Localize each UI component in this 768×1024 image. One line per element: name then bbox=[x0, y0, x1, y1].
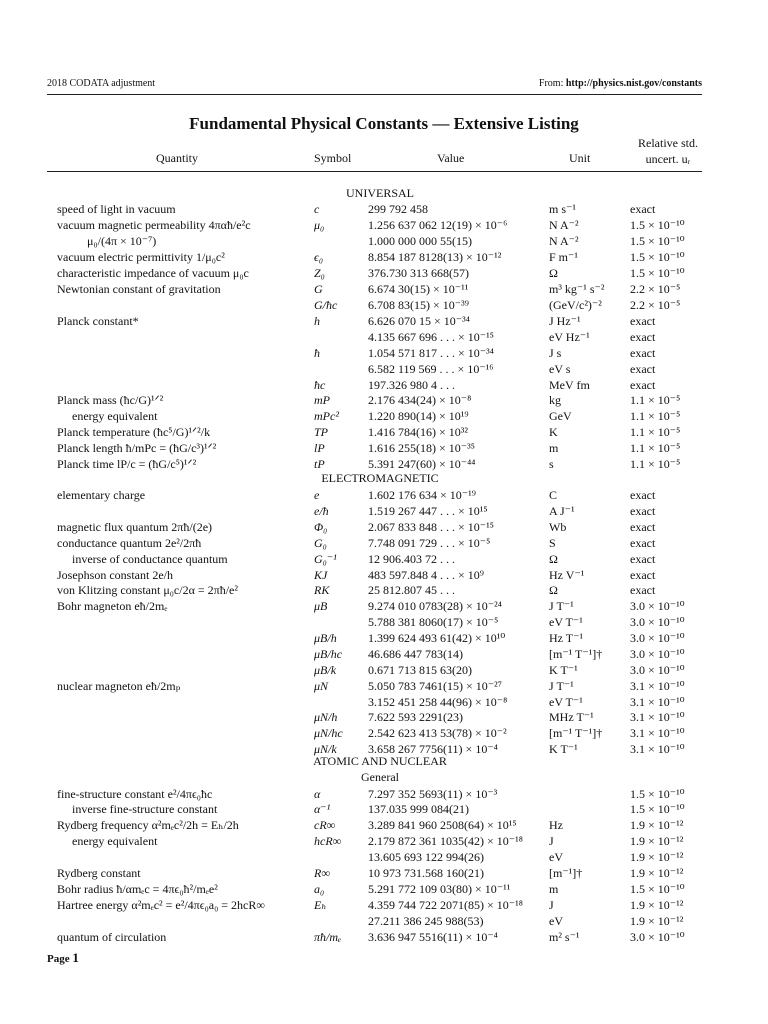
unit-cell: eV bbox=[549, 914, 563, 928]
table-row bbox=[0, 392, 768, 408]
unit-cell: J T⁻¹ bbox=[549, 679, 574, 693]
table-row bbox=[0, 201, 768, 217]
table-row bbox=[0, 646, 768, 662]
value-cell: 25 812.807 45 . . . bbox=[368, 583, 455, 597]
value-cell: 483 597.848 4 . . . × 10⁹ bbox=[368, 568, 484, 582]
symbol-cell: μB/h bbox=[314, 631, 337, 645]
section-electromagnetic: ELECTROMAGNETIC bbox=[321, 471, 439, 485]
quantity-cell: Josephson constant 2e/h bbox=[57, 568, 173, 582]
table-row bbox=[0, 281, 768, 297]
value-cell: 13.605 693 122 994(26) bbox=[368, 850, 484, 864]
value-cell: 1.000 000 000 55(15) bbox=[368, 234, 472, 248]
uncertainty-cell: 1.9 × 10⁻¹² bbox=[630, 850, 684, 864]
header-source bbox=[539, 78, 702, 89]
uncertainty-cell: 1.5 × 10⁻¹⁰ bbox=[630, 234, 685, 248]
value-cell: 1.399 624 493 61(42) × 10¹⁰ bbox=[368, 631, 506, 645]
value-cell: 3.289 841 960 2508(64) × 10¹⁵ bbox=[368, 818, 517, 832]
table-row bbox=[0, 408, 768, 424]
unit-cell: Hz T⁻¹ bbox=[549, 631, 584, 645]
unit-cell: K T⁻¹ bbox=[549, 663, 578, 677]
symbol-cell: μ₀ bbox=[314, 218, 325, 232]
value-cell: 8.854 187 8128(13) × 10⁻¹² bbox=[368, 250, 502, 264]
page-title: Fundamental Physical Constants — Extensive Listing bbox=[189, 114, 579, 133]
symbol-cell: TP bbox=[314, 425, 329, 439]
quantity-cell: nuclear magneton eħ/2mₚ bbox=[57, 679, 181, 693]
unit-cell: J Hz⁻¹ bbox=[549, 314, 581, 328]
table-row bbox=[0, 817, 768, 833]
unit-cell: m bbox=[549, 441, 559, 455]
symbol-cell: πħ/mₑ bbox=[314, 930, 342, 944]
unit-cell: F m⁻¹ bbox=[549, 250, 578, 264]
value-cell: 4.135 667 696 . . . × 10⁻¹⁵ bbox=[368, 330, 494, 344]
uncertainty-cell: exact bbox=[630, 314, 656, 328]
quantity-cell: Bohr radius ħ/αmₑc = 4πϵ₀ħ²/mₑe² bbox=[57, 882, 218, 896]
symbol-cell: ϵ₀ bbox=[314, 250, 324, 264]
quantity-cell: inverse of conductance quantum bbox=[72, 552, 228, 566]
symbol-cell: Φ₀ bbox=[314, 520, 328, 534]
value-cell: 4.359 744 722 2071(85) × 10⁻¹⁸ bbox=[368, 898, 523, 912]
uncertainty-cell: 2.2 × 10⁻⁵ bbox=[630, 282, 681, 296]
table-row bbox=[0, 614, 768, 630]
table-row bbox=[0, 361, 768, 377]
uncertainty-cell: 1.5 × 10⁻¹⁰ bbox=[630, 802, 685, 816]
quantity-cell: von Klitzing constant μ₀c/2α = 2πħ/e² bbox=[57, 583, 238, 597]
unit-cell: Ω bbox=[549, 552, 558, 566]
value-cell: 5.391 247(60) × 10⁻⁴⁴ bbox=[368, 457, 476, 471]
col-head-value: Value bbox=[437, 151, 465, 165]
quantity-cell: conductance quantum 2e²/2πħ bbox=[57, 536, 202, 550]
value-cell: 12 906.403 72 . . . bbox=[368, 552, 455, 566]
col-head-uncert-line1: Relative std. bbox=[638, 136, 698, 150]
table-row bbox=[0, 265, 768, 281]
symbol-cell: μN/h bbox=[314, 710, 338, 724]
uncertainty-cell: 3.1 × 10⁻¹⁰ bbox=[630, 742, 685, 756]
col-head-unit: Unit bbox=[569, 151, 591, 165]
unit-cell: eV bbox=[549, 850, 563, 864]
table-row bbox=[0, 929, 768, 945]
section-general: General bbox=[361, 770, 399, 784]
table-row bbox=[0, 567, 768, 583]
symbol-cell: R∞ bbox=[314, 866, 330, 880]
value-cell: 1.220 890(14) × 10¹⁹ bbox=[368, 409, 469, 423]
uncertainty-cell: 1.9 × 10⁻¹² bbox=[630, 866, 684, 880]
value-cell: 1.519 267 447 . . . × 10¹⁵ bbox=[368, 504, 488, 518]
symbol-cell: μB bbox=[314, 599, 328, 613]
unit-cell: Ω bbox=[549, 266, 558, 280]
unit-cell: (GeV/c²)⁻² bbox=[549, 298, 602, 312]
uncertainty-cell: 1.5 × 10⁻¹⁰ bbox=[630, 882, 685, 896]
uncertainty-cell: 1.1 × 10⁻⁵ bbox=[630, 393, 681, 407]
table-row bbox=[0, 630, 768, 646]
value-cell: 9.274 010 0783(28) × 10⁻²⁴ bbox=[368, 599, 502, 613]
unit-cell: C bbox=[549, 488, 558, 502]
value-cell: 7.297 352 5693(11) × 10⁻³ bbox=[368, 787, 498, 801]
unit-cell: J bbox=[549, 898, 554, 912]
value-cell: 5.291 772 109 03(80) × 10⁻¹¹ bbox=[368, 882, 511, 896]
table-row bbox=[0, 725, 768, 741]
symbol-cell: μN bbox=[314, 679, 329, 693]
table-row bbox=[0, 709, 768, 725]
symbol-cell: μN/hc bbox=[314, 726, 343, 740]
value-cell: 1.602 176 634 × 10⁻¹⁹ bbox=[368, 488, 476, 502]
header-left: 2018 CODATA adjustment bbox=[47, 78, 156, 89]
quantity-cell: inverse fine-structure constant bbox=[72, 802, 218, 816]
uncertainty-cell: exact bbox=[630, 583, 656, 597]
page-number-value: 1 bbox=[72, 950, 79, 965]
unit-cell: m bbox=[549, 882, 559, 896]
value-cell: 376.730 313 668(57) bbox=[368, 266, 469, 280]
value-cell: 3.152 451 258 44(96) × 10⁻⁸ bbox=[368, 695, 508, 709]
uncertainty-cell: exact bbox=[630, 330, 656, 344]
uncertainty-cell: 3.1 × 10⁻¹⁰ bbox=[630, 679, 685, 693]
uncertainty-cell: 1.1 × 10⁻⁵ bbox=[630, 457, 681, 471]
section-atomic-nuclear: ATOMIC AND NUCLEAR bbox=[313, 754, 447, 768]
col-head-symbol: Symbol bbox=[314, 151, 352, 165]
uncertainty-cell: 1.5 × 10⁻¹⁰ bbox=[630, 266, 685, 280]
unit-cell: eV s bbox=[549, 362, 571, 376]
uncertainty-cell: 3.1 × 10⁻¹⁰ bbox=[630, 726, 685, 740]
unit-cell: Wb bbox=[549, 520, 567, 534]
symbol-cell: c bbox=[314, 202, 320, 216]
uncertainty-cell: exact bbox=[630, 504, 656, 518]
symbol-cell: h bbox=[314, 314, 320, 328]
value-cell: 6.582 119 569 . . . × 10⁻¹⁶ bbox=[368, 362, 494, 376]
value-cell: 2.179 872 361 1035(42) × 10⁻¹⁸ bbox=[368, 834, 523, 848]
uncertainty-cell: 3.0 × 10⁻¹⁰ bbox=[630, 631, 685, 645]
column-header-rule bbox=[47, 171, 702, 172]
table-row bbox=[0, 551, 768, 567]
table-row bbox=[0, 662, 768, 678]
table-row bbox=[0, 678, 768, 694]
uncertainty-cell: 1.1 × 10⁻⁵ bbox=[630, 441, 681, 455]
unit-cell: [m⁻¹ T⁻¹]† bbox=[549, 726, 603, 740]
value-cell: 2.067 833 848 . . . × 10⁻¹⁵ bbox=[368, 520, 494, 534]
quantity-cell: quantum of circulation bbox=[57, 930, 167, 944]
value-cell: 1.616 255(18) × 10⁻³⁵ bbox=[368, 441, 475, 455]
table-row bbox=[0, 440, 768, 456]
table-row bbox=[0, 233, 768, 249]
symbol-cell: mP bbox=[314, 393, 330, 407]
value-cell: 46.686 447 783(14) bbox=[368, 647, 463, 661]
quantity-cell: elementary charge bbox=[57, 488, 146, 502]
unit-cell: eV T⁻¹ bbox=[549, 615, 583, 629]
value-cell: 137.035 999 084(21) bbox=[368, 802, 469, 816]
symbol-cell: mPc² bbox=[314, 409, 339, 423]
uncertainty-cell: 1.9 × 10⁻¹² bbox=[630, 898, 684, 912]
unit-cell: A J⁻¹ bbox=[549, 504, 575, 518]
unit-cell: K T⁻¹ bbox=[549, 742, 578, 756]
uncertainty-cell: exact bbox=[630, 202, 656, 216]
uncertainty-cell: exact bbox=[630, 568, 656, 582]
unit-cell: eV T⁻¹ bbox=[549, 695, 583, 709]
table-row bbox=[0, 249, 768, 265]
uncertainty-cell: 1.5 × 10⁻¹⁰ bbox=[630, 250, 685, 264]
symbol-cell: cR∞ bbox=[314, 818, 336, 832]
col-head-uncert-line2: uncert. uᵣ bbox=[645, 152, 691, 166]
value-cell: 3.636 947 5516(11) × 10⁻⁴ bbox=[368, 930, 498, 944]
symbol-cell: Z₀ bbox=[314, 266, 325, 280]
value-cell: 2.176 434(24) × 10⁻⁸ bbox=[368, 393, 472, 407]
unit-cell: K bbox=[549, 425, 558, 439]
value-cell: 1.416 784(16) × 10³² bbox=[368, 425, 468, 439]
uncertainty-cell: 2.2 × 10⁻⁵ bbox=[630, 298, 681, 312]
value-cell: 6.674 30(15) × 10⁻¹¹ bbox=[368, 282, 469, 296]
quantity-cell: speed of light in vacuum bbox=[57, 202, 176, 216]
table-row bbox=[0, 487, 768, 503]
uncertainty-cell: 1.1 × 10⁻⁵ bbox=[630, 409, 681, 423]
value-cell: 1.256 637 062 12(19) × 10⁻⁶ bbox=[368, 218, 508, 232]
table-row bbox=[0, 598, 768, 614]
table-row bbox=[0, 424, 768, 440]
uncertainty-cell: exact bbox=[630, 378, 656, 392]
value-cell: 0.671 713 815 63(20) bbox=[368, 663, 472, 677]
symbol-cell: lP bbox=[314, 441, 325, 455]
unit-cell: eV Hz⁻¹ bbox=[549, 330, 590, 344]
symbol-cell: μB/hc bbox=[314, 647, 343, 661]
unit-cell: [m⁻¹ T⁻¹]† bbox=[549, 647, 603, 661]
uncertainty-cell: exact bbox=[630, 552, 656, 566]
table-row bbox=[0, 519, 768, 535]
table-row bbox=[0, 313, 768, 329]
table-row bbox=[0, 377, 768, 393]
quantity-cell: vacuum magnetic permeability 4παħ/e²c bbox=[57, 218, 251, 232]
uncertainty-cell: 3.0 × 10⁻¹⁰ bbox=[630, 615, 685, 629]
value-cell: 2.542 623 413 53(78) × 10⁻² bbox=[368, 726, 507, 740]
unit-cell: MHz T⁻¹ bbox=[549, 710, 594, 724]
quantity-cell: characteristic impedance of vacuum μ₀c bbox=[57, 266, 249, 280]
header-rule bbox=[47, 94, 702, 95]
quantity-cell: Rydberg frequency α²mₑc²/2h = Eₕ/2h bbox=[57, 818, 239, 832]
uncertainty-cell: 3.0 × 10⁻¹⁰ bbox=[630, 647, 685, 661]
uncertainty-cell: exact bbox=[630, 520, 656, 534]
symbol-cell: α⁻¹ bbox=[314, 802, 331, 816]
value-cell: 27.211 386 245 988(53) bbox=[368, 914, 484, 928]
quantity-cell: Hartree energy α²mₑc² = e²/4πϵ₀a₀ = 2hcR∞ bbox=[57, 898, 265, 912]
symbol-cell: Eₕ bbox=[314, 898, 327, 912]
unit-cell: m s⁻¹ bbox=[549, 202, 576, 216]
table-row bbox=[0, 849, 768, 865]
unit-cell: J s bbox=[549, 346, 562, 360]
value-cell: 197.326 980 4 . . . bbox=[368, 378, 455, 392]
source-link[interactable]: http://physics.nist.gov/constants bbox=[565, 78, 702, 89]
symbol-cell: RK bbox=[314, 583, 330, 597]
value-cell: 5.050 783 7461(15) × 10⁻²⁷ bbox=[368, 679, 502, 693]
unit-cell: N A⁻² bbox=[549, 218, 579, 232]
uncertainty-cell: exact bbox=[630, 346, 656, 360]
table-row bbox=[0, 456, 768, 472]
unit-cell: [m⁻¹]† bbox=[549, 866, 583, 880]
quantity-cell: Planck time lP/c = (ħG/c⁵)¹ᐟ² bbox=[57, 457, 197, 471]
unit-cell: Ω bbox=[549, 583, 558, 597]
value-cell: 1.054 571 817 . . . × 10⁻³⁴ bbox=[368, 346, 494, 360]
symbol-cell: G₀ bbox=[314, 536, 327, 550]
quantity-cell: μ₀/(4π × 10⁻⁷) bbox=[87, 234, 157, 248]
unit-cell: kg bbox=[549, 393, 561, 407]
uncertainty-cell: 3.0 × 10⁻¹⁰ bbox=[630, 599, 685, 613]
uncertainty-cell: 1.9 × 10⁻¹² bbox=[630, 834, 684, 848]
symbol-cell: ħ bbox=[314, 346, 320, 360]
value-cell: 6.708 83(15) × 10⁻³⁹ bbox=[368, 298, 469, 312]
table-row bbox=[0, 741, 768, 757]
value-cell: 10 973 731.568 160(21) bbox=[368, 866, 484, 880]
uncertainty-cell: 1.9 × 10⁻¹² bbox=[630, 914, 684, 928]
unit-cell: S bbox=[549, 536, 556, 550]
symbol-cell: G bbox=[314, 282, 323, 296]
symbol-cell: G₀⁻¹ bbox=[314, 552, 337, 566]
table-row bbox=[0, 881, 768, 897]
symbol-cell: μN/k bbox=[314, 742, 337, 756]
table-row bbox=[0, 329, 768, 345]
quantity-cell: energy equivalent bbox=[72, 834, 158, 848]
table-row bbox=[0, 897, 768, 913]
uncertainty-cell: 1.1 × 10⁻⁵ bbox=[630, 425, 681, 439]
table-row bbox=[0, 913, 768, 929]
table-row bbox=[0, 535, 768, 551]
table-row bbox=[0, 786, 768, 802]
symbol-cell: a₀ bbox=[314, 882, 325, 896]
uncertainty-cell: 3.1 × 10⁻¹⁰ bbox=[630, 710, 685, 724]
header-source-prefix: From: bbox=[538, 78, 566, 89]
value-cell: 5.788 381 8060(17) × 10⁻⁵ bbox=[368, 615, 499, 629]
uncertainty-cell: 3.1 × 10⁻¹⁰ bbox=[630, 695, 685, 709]
quantity-cell: energy equivalent bbox=[72, 409, 158, 423]
symbol-cell: μB/k bbox=[314, 663, 337, 677]
table-row bbox=[0, 801, 768, 817]
table-row bbox=[0, 297, 768, 313]
uncertainty-cell: exact bbox=[630, 536, 656, 550]
quantity-cell: Planck temperature (ħc⁵/G)¹ᐟ²/k bbox=[57, 425, 211, 439]
page-label: Page bbox=[47, 953, 70, 965]
uncertainty-cell: 1.5 × 10⁻¹⁰ bbox=[630, 218, 685, 232]
unit-cell: m² s⁻¹ bbox=[549, 930, 580, 944]
uncertainty-cell: exact bbox=[630, 488, 656, 502]
symbol-cell: e/ħ bbox=[314, 504, 329, 518]
table-row bbox=[0, 833, 768, 849]
unit-cell: MeV fm bbox=[549, 378, 590, 392]
value-cell: 7.748 091 729 . . . × 10⁻⁵ bbox=[368, 536, 491, 550]
col-head-uncert bbox=[628, 135, 708, 167]
uncertainty-cell: 3.0 × 10⁻¹⁰ bbox=[630, 930, 685, 944]
quantity-cell: Planck length ħ/mPc = (ħG/c³)¹ᐟ² bbox=[57, 441, 217, 455]
quantity-cell: Bohr magneton eħ/2mₑ bbox=[57, 599, 168, 613]
table-row bbox=[0, 345, 768, 361]
unit-cell: s bbox=[549, 457, 554, 471]
unit-cell: J bbox=[549, 834, 554, 848]
uncertainty-cell: exact bbox=[630, 362, 656, 376]
quantity-cell: vacuum electric permittivity 1/μ₀c² bbox=[57, 250, 225, 264]
symbol-cell: ħc bbox=[314, 378, 326, 392]
uncertainty-cell: 1.5 × 10⁻¹⁰ bbox=[630, 787, 685, 801]
table-row bbox=[0, 582, 768, 598]
uncertainty-cell: 1.9 × 10⁻¹² bbox=[630, 818, 684, 832]
table-row bbox=[0, 503, 768, 519]
value-cell: 6.626 070 15 × 10⁻³⁴ bbox=[368, 314, 470, 328]
unit-cell: N A⁻² bbox=[549, 234, 579, 248]
col-head-quantity: Quantity bbox=[156, 151, 198, 165]
table-row bbox=[0, 694, 768, 710]
quantity-cell: Newtonian constant of gravitation bbox=[57, 282, 221, 296]
symbol-cell: tP bbox=[314, 457, 325, 471]
value-cell: 299 792 458 bbox=[368, 202, 428, 216]
table-row bbox=[0, 217, 768, 233]
unit-cell: Hz bbox=[549, 818, 563, 832]
unit-cell: GeV bbox=[549, 409, 572, 423]
symbol-cell: e bbox=[314, 488, 320, 502]
symbol-cell: α bbox=[314, 787, 321, 801]
unit-cell: m³ kg⁻¹ s⁻² bbox=[549, 282, 605, 296]
symbol-cell: G/ħc bbox=[314, 298, 338, 312]
value-cell: 3.658 267 7756(11) × 10⁻⁴ bbox=[368, 742, 498, 756]
section-universal: UNIVERSAL bbox=[346, 186, 414, 200]
quantity-cell: magnetic flux quantum 2πħ/(2e) bbox=[57, 520, 213, 534]
page-number bbox=[47, 950, 79, 966]
unit-cell: Hz V⁻¹ bbox=[549, 568, 585, 582]
quantity-cell: Planck constant* bbox=[57, 314, 139, 328]
quantity-cell: Planck mass (ħc/G)¹ᐟ² bbox=[57, 393, 164, 407]
symbol-cell: hcR∞ bbox=[314, 834, 342, 848]
table-row bbox=[0, 865, 768, 881]
value-cell: 7.622 593 2291(23) bbox=[368, 710, 463, 724]
quantity-cell: Rydberg constant bbox=[57, 866, 141, 880]
uncertainty-cell: 3.0 × 10⁻¹⁰ bbox=[630, 663, 685, 677]
unit-cell: J T⁻¹ bbox=[549, 599, 574, 613]
symbol-cell: KJ bbox=[314, 568, 328, 582]
quantity-cell: fine-structure constant e²/4πϵ₀ħc bbox=[57, 787, 213, 801]
